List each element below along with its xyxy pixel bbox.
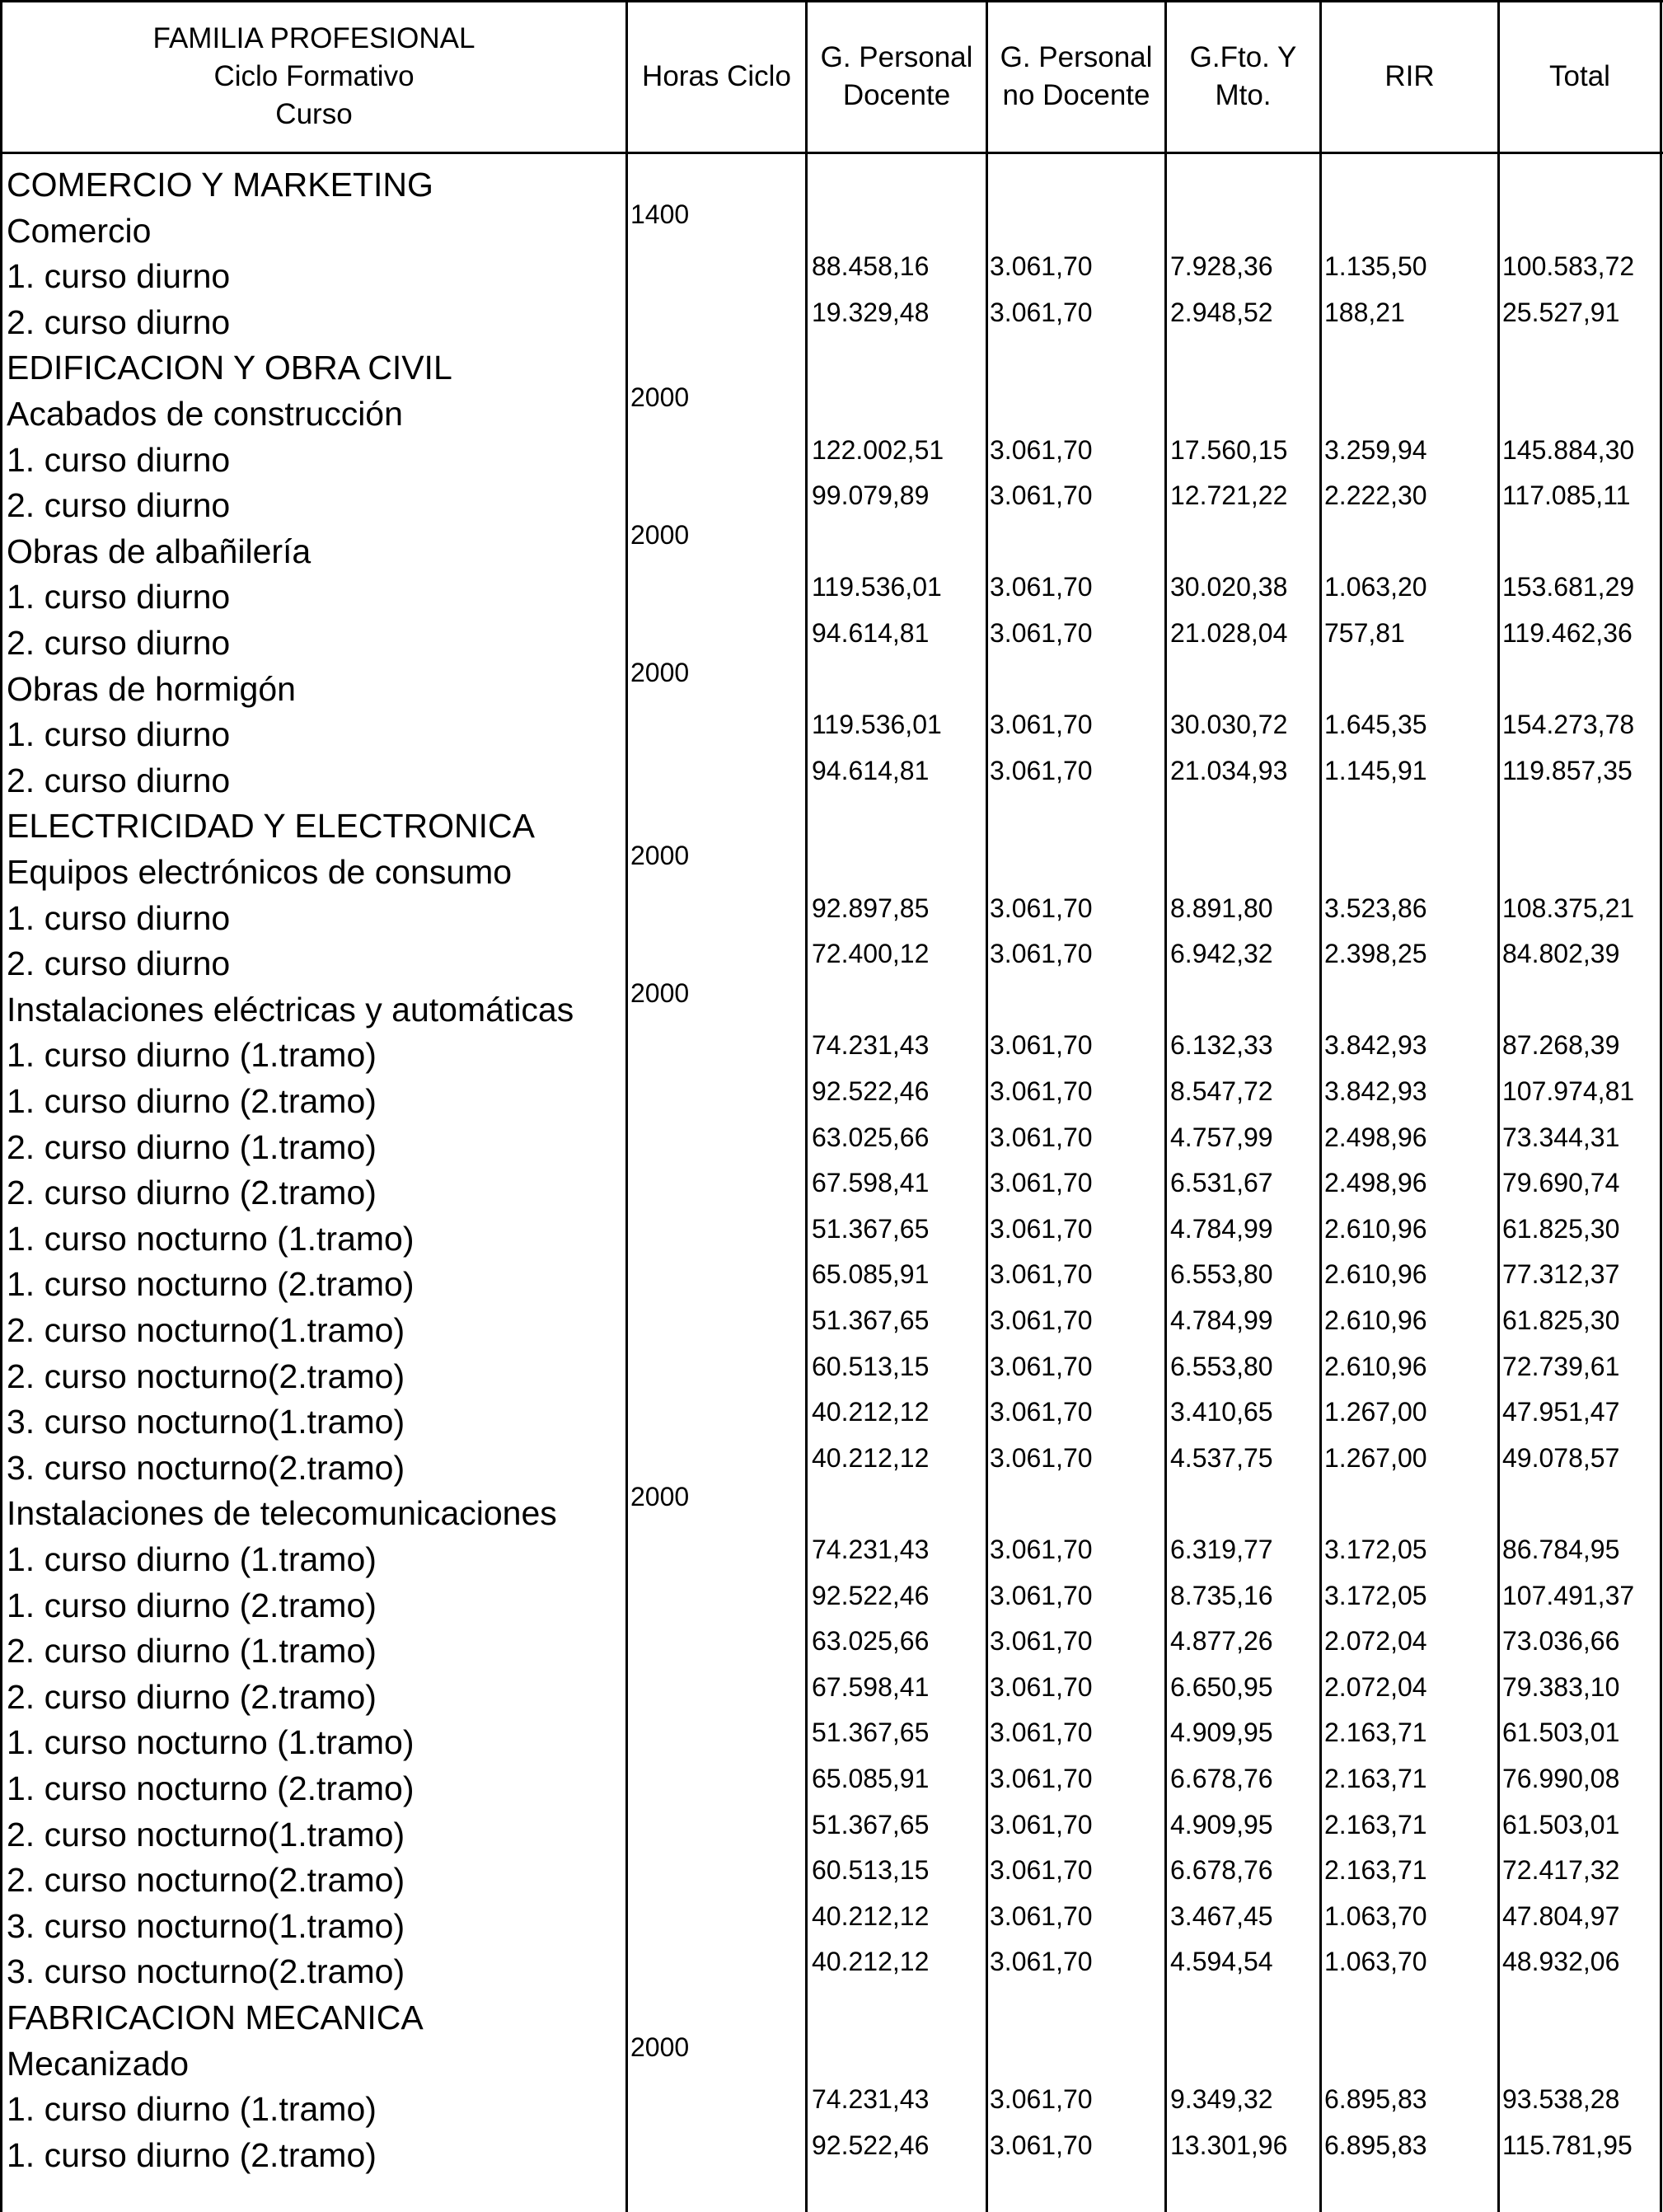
total-value: 100.583,72	[1502, 251, 1635, 282]
personal-no-docente-value: 3.061,70	[990, 1535, 1093, 1564]
rir-value: 3.172,05	[1324, 1580, 1427, 1610]
funcionamiento-value: 4.784,99	[1170, 1213, 1273, 1244]
row-label: Comercio	[7, 211, 152, 250]
total-value: 93.538,28	[1502, 2084, 1620, 2115]
total-value: 108.375,21	[1502, 893, 1635, 923]
row-label: Instalaciones de telecomunicaciones	[7, 1494, 557, 1533]
table-row	[0, 935, 1663, 982]
total-value: 47.951,47	[1502, 1397, 1620, 1427]
table-row	[0, 1943, 1663, 1989]
hours-value: 2000	[630, 657, 690, 687]
rir-value: 3.259,94	[1324, 434, 1427, 465]
header-funcionamiento: G.Fto. Y Mto.	[1189, 41, 1297, 111]
table-row	[0, 2032, 1663, 2083]
rir-value: 1.267,00	[1324, 1442, 1427, 1473]
funcionamiento-value: 6.678,76	[1170, 1764, 1273, 1793]
total-value: 86.784,95	[1502, 1535, 1620, 1564]
total-value: 145.884,30	[1502, 434, 1635, 465]
personal-docente-value: 40.212,12	[812, 1442, 930, 1473]
personal-docente-value: 63.025,66	[812, 1626, 930, 1657]
total-value: 153.681,29	[1502, 572, 1635, 602]
personal-docente-value: 51.367,65	[812, 1809, 930, 1839]
row-label: 2. curso diurno	[7, 486, 231, 525]
personal-no-docente-value: 3.061,70	[990, 1259, 1093, 1290]
personal-no-docente-value: 3.061,70	[990, 1305, 1093, 1335]
row-label: 2. curso diurno (2.tramo)	[7, 1677, 377, 1716]
table-row	[0, 752, 1663, 799]
total-value: 107.491,37	[1502, 1580, 1635, 1610]
funcionamiento-value: 4.909,95	[1170, 1809, 1273, 1839]
table-row	[0, 841, 1663, 891]
personal-docente-value: 122.002,51	[812, 434, 944, 465]
funcionamiento-value: 21.028,04	[1170, 618, 1288, 648]
table-row	[0, 1302, 1663, 1348]
personal-docente-value: 92.522,46	[812, 1076, 930, 1106]
funcionamiento-value: 3.467,45	[1170, 1900, 1273, 1931]
table-row	[0, 1440, 1663, 1486]
table-row	[0, 798, 1663, 844]
row-label: 3. curso nocturno(2.tramo)	[7, 1952, 405, 1991]
total-value: 119.462,36	[1502, 618, 1633, 648]
table-row	[0, 432, 1663, 478]
row-label: Mecanizado	[7, 2044, 190, 2083]
personal-docente-value: 40.212,12	[812, 1947, 930, 1977]
personal-docente-value: 60.513,15	[812, 1855, 930, 1886]
rir-value: 3.842,93	[1324, 1030, 1427, 1061]
table-row	[0, 1027, 1663, 1073]
rir-value: 1.063,20	[1324, 572, 1427, 602]
personal-no-docente-value: 3.061,70	[990, 1442, 1093, 1473]
table-row	[0, 1760, 1663, 1807]
hours-value: 1400	[630, 199, 690, 229]
personal-docente-value: 63.025,66	[812, 1122, 930, 1152]
total-value: 117.085,11	[1502, 480, 1631, 511]
rir-value: 2.498,96	[1324, 1168, 1427, 1198]
total-value: 76.990,08	[1502, 1764, 1620, 1793]
personal-docente-value: 67.598,41	[812, 1168, 930, 1198]
table-row	[0, 890, 1663, 936]
personal-docente-value: 40.212,12	[812, 1900, 930, 1931]
rir-value: 2.610,96	[1324, 1351, 1427, 1381]
table-row	[0, 977, 1663, 1029]
row-label: 2. curso diurno (1.tramo)	[7, 1632, 377, 1671]
table-row	[0, 1669, 1663, 1715]
table-row	[0, 157, 1663, 203]
funcionamiento-value: 8.891,80	[1170, 893, 1273, 923]
table-row	[0, 1989, 1663, 2036]
row-label: ELECTRICIDAD Y ELECTRONICA	[7, 807, 535, 846]
rir-value: 2.610,96	[1324, 1213, 1427, 1244]
total-value: 61.503,01	[1502, 1809, 1620, 1839]
personal-docente-value: 92.897,85	[812, 893, 930, 923]
hours-value: 2000	[630, 977, 690, 1008]
rir-value: 3.842,93	[1324, 1076, 1427, 1106]
row-label: 1. curso nocturno (1.tramo)	[7, 1723, 415, 1762]
table-row	[0, 1211, 1663, 1257]
row-label: 1. curso diurno	[7, 715, 231, 754]
header-total: Total	[1549, 60, 1610, 92]
personal-no-docente-value: 3.061,70	[990, 1580, 1093, 1610]
table-row	[0, 1714, 1663, 1760]
row-label: Equipos electrónicos de consumo	[7, 853, 513, 891]
row-label: EDIFICACION Y OBRA CIVIL	[7, 349, 452, 387]
rir-value: 1.645,35	[1324, 710, 1427, 740]
hours-value: 2000	[630, 841, 690, 870]
row-label: 2. curso nocturno(2.tramo)	[7, 1357, 405, 1395]
header-rir: RIR	[1384, 60, 1435, 92]
personal-no-docente-value: 3.061,70	[990, 1076, 1093, 1106]
row-label: 3. curso nocturno(1.tramo)	[7, 1403, 405, 1441]
funcionamiento-value: 4.877,26	[1170, 1626, 1273, 1657]
row-label: 2. curso diurno (1.tramo)	[7, 1127, 377, 1166]
hours-value: 2000	[630, 519, 690, 550]
table-row	[0, 1119, 1663, 1165]
row-label: 3. curso nocturno(1.tramo)	[7, 1906, 405, 1945]
row-label: 1. curso nocturno (2.tramo)	[7, 1265, 415, 1304]
rir-value: 757,81	[1324, 618, 1405, 648]
table-row	[0, 657, 1663, 708]
row-label: 1. curso diurno (2.tramo)	[7, 2135, 377, 2174]
table-row	[0, 1348, 1663, 1394]
total-value: 107.974,81	[1502, 1076, 1635, 1106]
header-familia-profesional: FAMILIA PROFESIONAL Ciclo Formativo Curso	[152, 22, 475, 130]
row-label: 2. curso diurno	[7, 761, 231, 799]
funcionamiento-value: 4.909,95	[1170, 1718, 1273, 1748]
funcionamiento-value: 30.030,72	[1170, 710, 1288, 740]
funcionamiento-value: 6.531,67	[1170, 1168, 1273, 1198]
table-row	[0, 1073, 1663, 1119]
row-label: Instalaciones eléctricas y automáticas	[7, 990, 574, 1029]
rir-value: 3.172,05	[1324, 1535, 1427, 1564]
personal-no-docente-value: 3.061,70	[990, 251, 1093, 282]
table-row	[0, 199, 1663, 250]
total-value: 84.802,39	[1502, 939, 1620, 969]
row-label: COMERCIO Y MARKETING	[7, 166, 433, 204]
row-label: 1. curso diurno (1.tramo)	[7, 2090, 377, 2129]
personal-no-docente-value: 3.061,70	[990, 618, 1093, 648]
funcionamiento-value: 12.721,22	[1170, 480, 1288, 511]
table-row	[0, 248, 1663, 294]
row-label: 2. curso diurno	[7, 624, 231, 662]
total-value: 61.825,30	[1502, 1305, 1620, 1335]
personal-no-docente-value: 3.061,70	[990, 1122, 1093, 1152]
total-value: 49.078,57	[1502, 1442, 1620, 1473]
personal-docente-value: 119.536,01	[812, 572, 942, 602]
rir-value: 2.498,96	[1324, 1122, 1427, 1152]
table-row	[0, 569, 1663, 615]
personal-docente-value: 74.231,43	[812, 2084, 930, 2115]
funcionamiento-value: 2.948,52	[1170, 297, 1273, 327]
rir-value: 2.163,71	[1324, 1764, 1427, 1793]
row-label: 2. curso nocturno(1.tramo)	[7, 1815, 405, 1853]
personal-docente-value: 65.085,91	[812, 1259, 930, 1290]
personal-docente-value: 74.231,43	[812, 1535, 930, 1564]
personal-docente-value: 72.400,12	[812, 939, 930, 969]
funcionamiento-value: 6.132,33	[1170, 1030, 1273, 1061]
row-label: 1. curso nocturno (2.tramo)	[7, 1769, 415, 1807]
table-row	[0, 1256, 1663, 1302]
table-row	[0, 477, 1663, 523]
funcionamiento-value: 6.650,95	[1170, 1671, 1273, 1702]
funcionamiento-value: 6.942,32	[1170, 939, 1273, 969]
personal-no-docente-value: 3.061,70	[990, 434, 1093, 465]
rir-value: 2.610,96	[1324, 1305, 1427, 1335]
personal-no-docente-value: 3.061,70	[990, 1855, 1093, 1886]
hours-value: 2000	[630, 2032, 690, 2062]
total-value: 73.344,31	[1502, 1122, 1620, 1152]
personal-no-docente-value: 3.061,70	[990, 1671, 1093, 1702]
rir-value: 2.072,04	[1324, 1671, 1427, 1702]
row-label: 1. curso diurno	[7, 898, 231, 937]
funcionamiento-value: 3.410,65	[1170, 1397, 1273, 1427]
rir-value: 1.135,50	[1324, 251, 1427, 282]
personal-no-docente-value: 3.061,70	[990, 572, 1093, 602]
personal-docente-value: 99.079,89	[812, 480, 930, 511]
personal-docente-value: 60.513,15	[812, 1351, 930, 1381]
total-value: 47.804,97	[1502, 1900, 1620, 1931]
personal-docente-value: 92.522,46	[812, 1580, 930, 1610]
personal-no-docente-value: 3.061,70	[990, 1900, 1093, 1931]
row-label: 1. curso diurno (1.tramo)	[7, 1036, 377, 1075]
funcionamiento-value: 4.537,75	[1170, 1442, 1273, 1473]
funcionamiento-value: 9.349,32	[1170, 2084, 1273, 2115]
personal-docente-value: 88.458,16	[812, 251, 930, 282]
table-row	[0, 615, 1663, 661]
table-row	[0, 706, 1663, 752]
total-value: 87.268,39	[1502, 1030, 1620, 1061]
personal-no-docente-value: 3.061,70	[990, 1213, 1093, 1244]
table-row	[0, 1165, 1663, 1211]
personal-docente-value: 19.329,48	[812, 297, 930, 327]
row-label: 1. curso diurno (1.tramo)	[7, 1540, 377, 1578]
personal-no-docente-value: 3.061,70	[990, 1397, 1093, 1427]
header-personal-docente: G. Personal Docente	[820, 41, 973, 111]
rir-value: 1.063,70	[1324, 1900, 1427, 1931]
row-label: 3. curso nocturno(2.tramo)	[7, 1448, 405, 1487]
personal-no-docente-value: 3.061,70	[990, 1809, 1093, 1839]
total-value: 79.383,10	[1502, 1671, 1620, 1702]
funcionamiento-value: 6.553,80	[1170, 1259, 1273, 1290]
funcionamiento-value: 13.301,96	[1170, 2130, 1288, 2160]
personal-docente-value: 74.231,43	[812, 1030, 930, 1061]
rir-value: 1.145,91	[1324, 755, 1427, 785]
rir-value: 3.523,86	[1324, 893, 1427, 923]
rir-value: 2.398,25	[1324, 939, 1427, 969]
funcionamiento-value: 30.020,38	[1170, 572, 1288, 602]
total-value: 73.036,66	[1502, 1626, 1620, 1657]
personal-docente-value: 51.367,65	[812, 1718, 930, 1748]
funcionamiento-value: 6.319,77	[1170, 1535, 1273, 1564]
personal-no-docente-value: 3.061,70	[990, 710, 1093, 740]
personal-no-docente-value: 3.061,70	[990, 1030, 1093, 1061]
personal-no-docente-value: 3.061,70	[990, 1947, 1093, 1977]
hours-value: 2000	[630, 382, 690, 412]
table-row	[0, 519, 1663, 570]
personal-docente-value: 67.598,41	[812, 1671, 930, 1702]
total-value: 77.312,37	[1502, 1259, 1620, 1290]
rir-value: 2.072,04	[1324, 1626, 1427, 1657]
table-row	[0, 1482, 1663, 1533]
row-label: 1. curso diurno	[7, 257, 231, 296]
total-value: 72.417,32	[1502, 1855, 1620, 1886]
total-value: 61.825,30	[1502, 1213, 1620, 1244]
personal-docente-value: 51.367,65	[812, 1305, 930, 1335]
funcionamiento-value: 4.594,54	[1170, 1947, 1273, 1977]
personal-no-docente-value: 3.061,70	[990, 1168, 1093, 1198]
personal-docente-value: 51.367,65	[812, 1213, 930, 1244]
funcionamiento-value: 6.678,76	[1170, 1855, 1273, 1886]
funcionamiento-value: 7.928,36	[1170, 251, 1273, 282]
personal-no-docente-value: 3.061,70	[990, 1718, 1093, 1748]
rir-value: 2.163,71	[1324, 1855, 1427, 1886]
total-value: 79.690,74	[1502, 1168, 1620, 1198]
table-row	[0, 1898, 1663, 1944]
personal-no-docente-value: 3.061,70	[990, 1764, 1093, 1793]
personal-docente-value: 92.522,46	[812, 2130, 930, 2160]
row-label: 1. curso diurno (2.tramo)	[7, 1082, 377, 1120]
table-row	[0, 340, 1663, 386]
hours-value: 2000	[630, 1482, 690, 1512]
funcionamiento-value: 4.784,99	[1170, 1305, 1273, 1335]
rir-value: 1.063,70	[1324, 1947, 1427, 1977]
total-value: 72.739,61	[1502, 1351, 1620, 1381]
row-label: 1. curso nocturno (1.tramo)	[7, 1219, 415, 1258]
row-label: 1. curso diurno	[7, 440, 231, 479]
total-value: 25.527,91	[1502, 297, 1620, 327]
total-value: 119.857,35	[1502, 755, 1633, 785]
personal-docente-value: 119.536,01	[812, 710, 942, 740]
rir-value: 2.610,96	[1324, 1259, 1427, 1290]
funcionamiento-value: 21.034,93	[1170, 755, 1288, 785]
total-value: 61.503,01	[1502, 1718, 1620, 1748]
table-row	[0, 1531, 1663, 1577]
personal-no-docente-value: 3.061,70	[990, 480, 1093, 511]
funcionamiento-value: 4.757,99	[1170, 1122, 1273, 1152]
table-row	[0, 1394, 1663, 1440]
personal-no-docente-value: 3.061,70	[990, 2130, 1093, 2160]
funcionamiento-value: 8.547,72	[1170, 1076, 1273, 1106]
table-row	[0, 1807, 1663, 1853]
row-label: 2. curso diurno	[7, 302, 231, 341]
personal-docente-value: 40.212,12	[812, 1397, 930, 1427]
personal-no-docente-value: 3.061,70	[990, 297, 1093, 327]
personal-no-docente-value: 3.061,70	[990, 2084, 1093, 2115]
total-value: 115.781,95	[1502, 2130, 1633, 2160]
row-label: 2. curso diurno	[7, 944, 231, 983]
row-label: 1. curso diurno	[7, 578, 231, 616]
personal-docente-value: 94.614,81	[812, 618, 930, 648]
row-label: 2. curso nocturno(1.tramo)	[7, 1311, 405, 1349]
personal-no-docente-value: 3.061,70	[990, 1351, 1093, 1381]
rir-value: 188,21	[1324, 297, 1405, 327]
table-row	[0, 294, 1663, 340]
personal-no-docente-value: 3.061,70	[990, 939, 1093, 969]
table-row	[0, 2127, 1663, 2173]
row-label: Acabados de construcción	[7, 395, 403, 433]
funcionamiento-value: 6.553,80	[1170, 1351, 1273, 1381]
table-row	[0, 1623, 1663, 1669]
row-label: 2. curso nocturno(2.tramo)	[7, 1861, 405, 1900]
header-horas-ciclo: Horas Ciclo	[642, 60, 791, 92]
personal-no-docente-value: 3.061,70	[990, 755, 1093, 785]
rir-value: 2.222,30	[1324, 480, 1427, 511]
table-row	[0, 1577, 1663, 1624]
rir-value: 6.895,83	[1324, 2130, 1427, 2160]
table-row	[0, 2081, 1663, 2127]
funcionamiento-value: 8.735,16	[1170, 1580, 1273, 1610]
personal-no-docente-value: 3.061,70	[990, 1626, 1093, 1657]
rir-value: 1.267,00	[1324, 1397, 1427, 1427]
header-personal-no-docente: G. Personal no Docente	[1000, 41, 1153, 111]
total-value: 48.932,06	[1502, 1947, 1620, 1977]
rir-value: 2.163,71	[1324, 1809, 1427, 1839]
row-label: FABRICACION MECANICA	[7, 1999, 424, 2036]
row-label: Obras de hormigón	[7, 669, 296, 708]
personal-no-docente-value: 3.061,70	[990, 893, 1093, 923]
personal-docente-value: 94.614,81	[812, 755, 930, 785]
row-label: Obras de albañilería	[7, 532, 312, 570]
table-row	[0, 1852, 1663, 1898]
rir-value: 6.895,83	[1324, 2084, 1427, 2115]
total-value: 154.273,78	[1502, 710, 1635, 740]
row-label: 1. curso diurno (2.tramo)	[7, 1586, 377, 1624]
table-row	[0, 382, 1663, 433]
row-label: 2. curso diurno (2.tramo)	[7, 1174, 377, 1212]
funcionamiento-value: 17.560,15	[1170, 434, 1288, 465]
rir-value: 2.163,71	[1324, 1718, 1427, 1748]
personal-docente-value: 65.085,91	[812, 1764, 930, 1793]
